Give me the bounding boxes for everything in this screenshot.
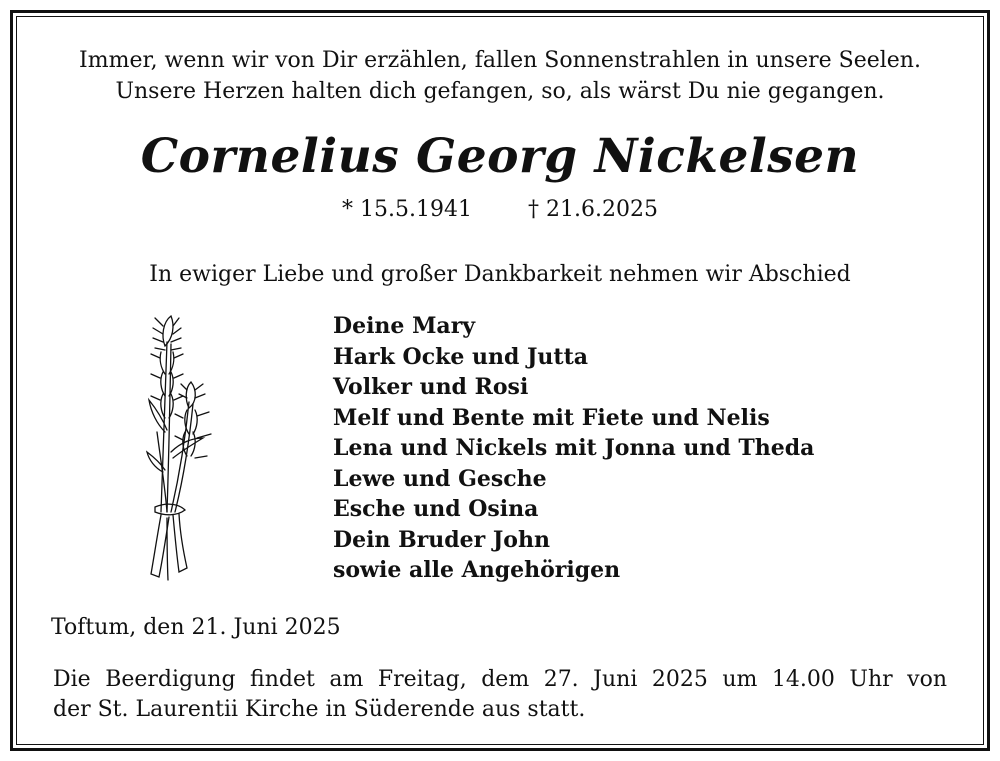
death-date: † 21.6.2025: [528, 197, 658, 222]
mourner-item: Esche und Osina: [333, 496, 539, 522]
obituary-frame: [10, 10, 990, 751]
verse-line-1: Immer, wenn wir von Dir erzählen, fallen Sonnenstrahlen in unsere Seelen.: [79, 48, 921, 73]
mourner-item: Hark Ocke und Jutta: [333, 343, 589, 370]
obituary-inner-frame: [16, 16, 984, 745]
funeral-notice: [53, 665, 947, 725]
mourners-list: [333, 311, 814, 586]
mourner-item: sowie alle Angehörigen: [333, 557, 621, 583]
mourner-item: Melf und Bente mit Fiete und Nelis: [333, 404, 770, 431]
funeral-line-2: der St. Laurentii Kirche in Süderende aus statt.: [53, 697, 586, 722]
memorial-verse: [17, 45, 983, 107]
mourner-item: Dein Bruder John: [333, 526, 550, 553]
birth-date: * 15.5.1941: [342, 197, 472, 222]
mourner-item: Lena und Nickels mit Jonna und Theda: [333, 435, 815, 461]
deceased-name: Cornelius Georg Nickelsen: [140, 129, 860, 184]
mourner-item: Lewe und Gesche: [333, 465, 547, 492]
funeral-line-1: Die Beerdigung findet am Freitag, dem 27. Juni 2025 um 14.00 Uhr von: [53, 667, 947, 692]
farewell-line: In ewiger Liebe und großer Dankbarkeit nehmen wir Abschied: [149, 262, 851, 287]
mourner-item: Deine Mary: [333, 313, 476, 339]
mourner-item: Volker und Rosi: [333, 374, 529, 400]
verse-line-2: Unsere Herzen halten dich gefangen, so, als wärst Du nie gegangen.: [115, 79, 885, 104]
place-and-date: Toftum, den 21. Juni 2025: [51, 615, 341, 640]
life-dates: [17, 197, 983, 222]
wheat-ears-icon: [127, 312, 227, 587]
